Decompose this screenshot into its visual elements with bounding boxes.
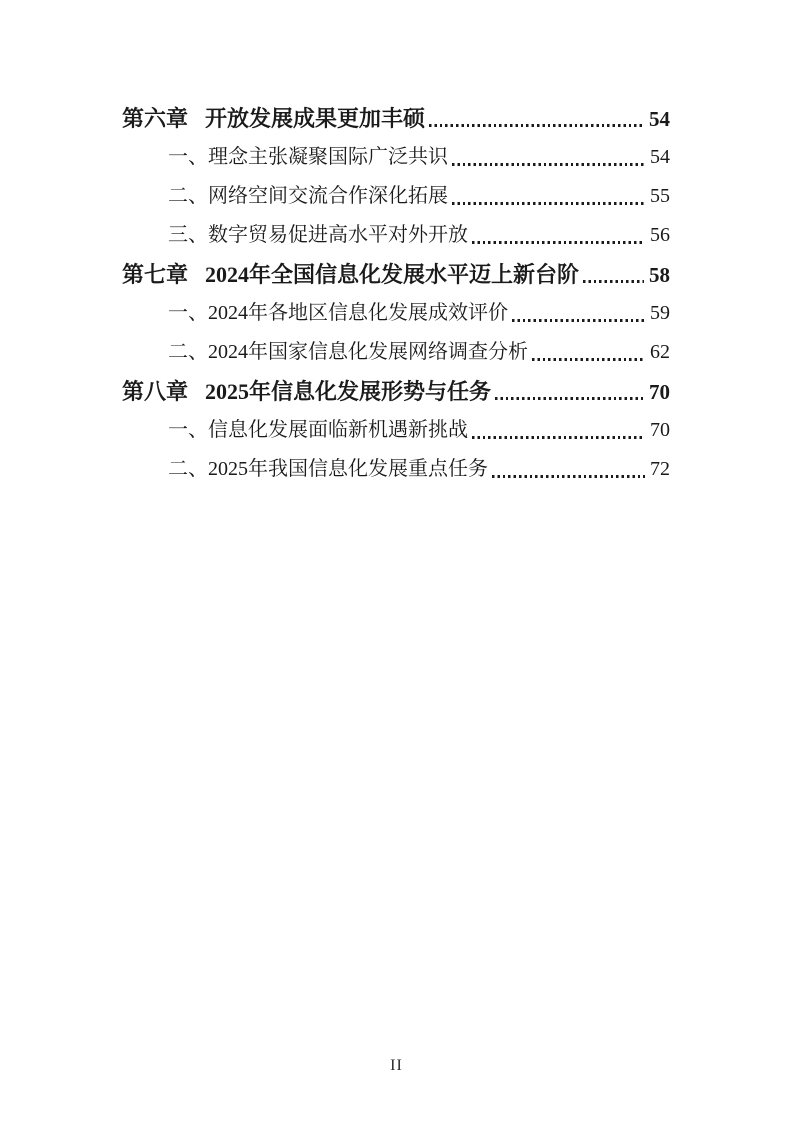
toc-entry-title: 一、理念主张凝聚国际广泛共识 [168, 146, 448, 168]
dot-leader [472, 241, 645, 244]
toc-entry-chapter-7[interactable] [122, 255, 670, 294]
toc-entry-title: 2024年全国信息化发展水平迈上新台阶 [205, 262, 580, 287]
dot-leader [512, 319, 645, 322]
toc-page-number: 72 [650, 458, 670, 480]
dot-leader [583, 280, 644, 283]
toc-entry-sub[interactable] [122, 177, 670, 216]
toc-page-number: 54 [649, 107, 670, 131]
toc-page-number: 62 [650, 341, 670, 363]
dot-leader [472, 436, 645, 439]
toc-page-number: 56 [650, 224, 670, 246]
toc-entry-title: 开放发展成果更加丰硕 [205, 106, 426, 131]
dot-leader [492, 475, 645, 478]
toc-entry-sub[interactable] [122, 411, 670, 450]
dot-leader [532, 358, 645, 361]
toc-entry-sub[interactable] [122, 216, 670, 255]
toc-page-number: 70 [650, 419, 670, 441]
toc-entry-title: 2025年信息化发展形势与任务 [205, 379, 492, 404]
toc-entry-sub[interactable] [122, 138, 670, 177]
toc-entry-sub[interactable] [122, 450, 670, 489]
toc-entry-sub[interactable] [122, 333, 670, 372]
toc-entry-title: 一、信息化发展面临新机遇新挑战 [168, 419, 468, 441]
chapter-label: 第八章 [122, 379, 189, 404]
page-number-footer: II [390, 1057, 403, 1074]
toc-entry-title: 二、2024年国家信息化发展网络调查分析 [168, 341, 528, 363]
dot-leader [452, 202, 645, 205]
chapter-label: 第六章 [122, 106, 189, 131]
toc-entry-chapter-8[interactable] [122, 372, 670, 411]
table-of-contents [122, 99, 670, 489]
chapter-label: 第七章 [122, 262, 189, 287]
toc-entry-title: 二、2025年我国信息化发展重点任务 [168, 458, 488, 480]
dot-leader [495, 397, 644, 400]
toc-page-number: 58 [649, 263, 670, 287]
toc-entry-chapter-6[interactable] [122, 99, 670, 138]
toc-entry-title: 三、数字贸易促进高水平对外开放 [168, 224, 468, 246]
dot-leader [452, 163, 645, 166]
toc-page-number: 70 [649, 380, 670, 404]
toc-entry-title: 一、2024年各地区信息化发展成效评价 [168, 302, 508, 324]
toc-page-number: 55 [650, 185, 670, 207]
toc-page-number: 59 [650, 302, 670, 324]
toc-entry-sub[interactable] [122, 294, 670, 333]
dot-leader [429, 124, 644, 127]
toc-entry-title: 二、网络空间交流合作深化拓展 [168, 185, 448, 207]
toc-page-number: 54 [650, 146, 670, 168]
